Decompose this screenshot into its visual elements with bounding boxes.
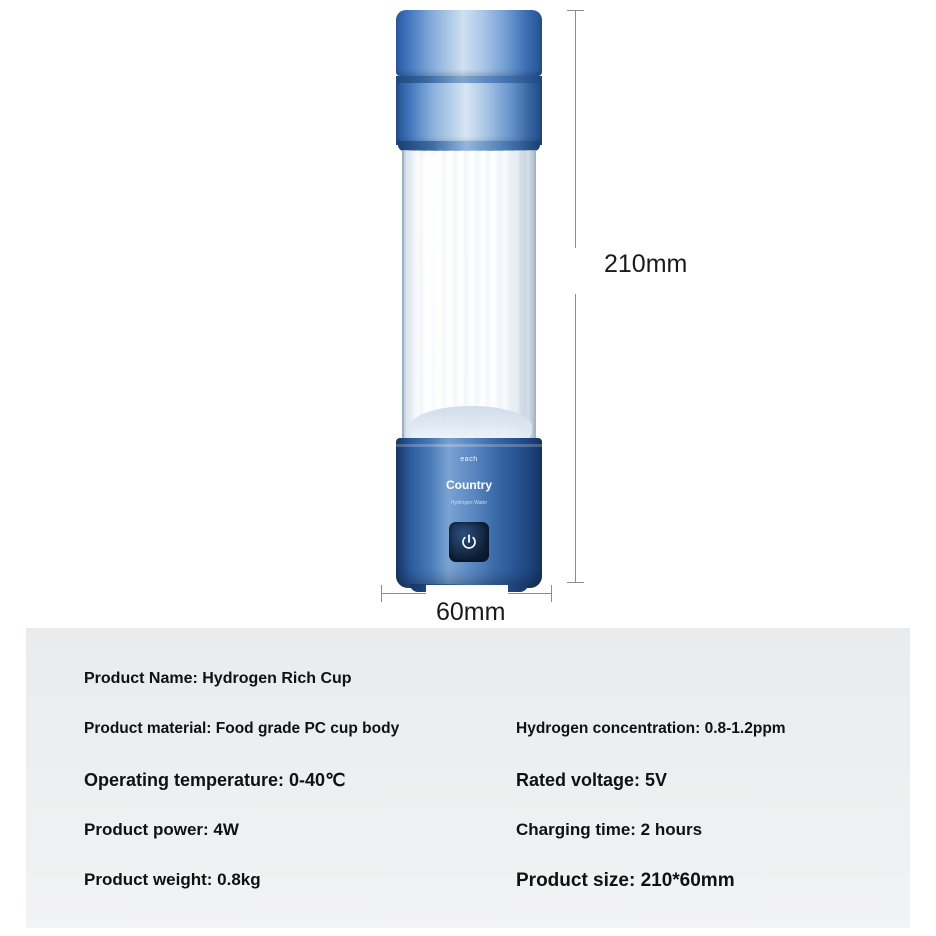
power-icon — [460, 533, 478, 551]
width-dimension-label: 60mm — [436, 598, 506, 626]
spec-row — [26, 670, 910, 720]
spec-product-weight: Product weight: 0.8kg — [84, 870, 261, 889]
spec-hydrogen-concentration: Hydrogen concentration: 0.8-1.2ppm — [516, 720, 786, 737]
cup-cap-middle — [396, 83, 542, 145]
cup-body-bottom — [410, 406, 532, 440]
height-dimension-line — [575, 10, 576, 582]
specification-panel — [26, 628, 910, 928]
spec-row — [26, 770, 910, 820]
spec-row — [26, 720, 910, 770]
spec-row — [26, 870, 910, 920]
spec-product-size: Product size: 210*60mm — [516, 870, 735, 891]
height-dimension-label: 210mm — [604, 250, 688, 278]
width-dimension-tick-right — [551, 585, 552, 602]
spec-product-material: Product material: Food grade PC cup body — [84, 720, 400, 737]
brand-name: Country — [446, 478, 492, 492]
height-dimension-gap — [568, 248, 584, 294]
hydrogen-cup-product-image — [386, 10, 552, 582]
spec-operating-temperature: Operating temperature: 0-40℃ — [84, 770, 346, 790]
cup-transparent-body — [402, 150, 536, 440]
power-button[interactable] — [449, 522, 489, 562]
spec-product-name: Product Name: Hydrogen Rich Cup — [84, 670, 352, 687]
brand-top-text: each — [460, 456, 478, 463]
cup-cap-top — [396, 10, 542, 76]
spec-product-power: Product power: 4W — [84, 820, 239, 839]
height-dimension-tick-top — [567, 10, 584, 11]
height-dimension-tick-bottom — [567, 582, 584, 583]
spec-charging-time: Charging time: 2 hours — [516, 820, 703, 839]
spec-row — [26, 820, 910, 870]
cup-base-seam — [396, 444, 542, 447]
width-dimension-tick-left — [381, 585, 382, 602]
spec-rated-voltage: Rated voltage: 5V — [516, 770, 668, 790]
cup-base-unit — [396, 438, 542, 588]
cup-body-highlight — [422, 156, 438, 434]
brand-sub-text: Hydrogen Water — [450, 500, 488, 506]
cup-cap-seam — [396, 76, 542, 83]
